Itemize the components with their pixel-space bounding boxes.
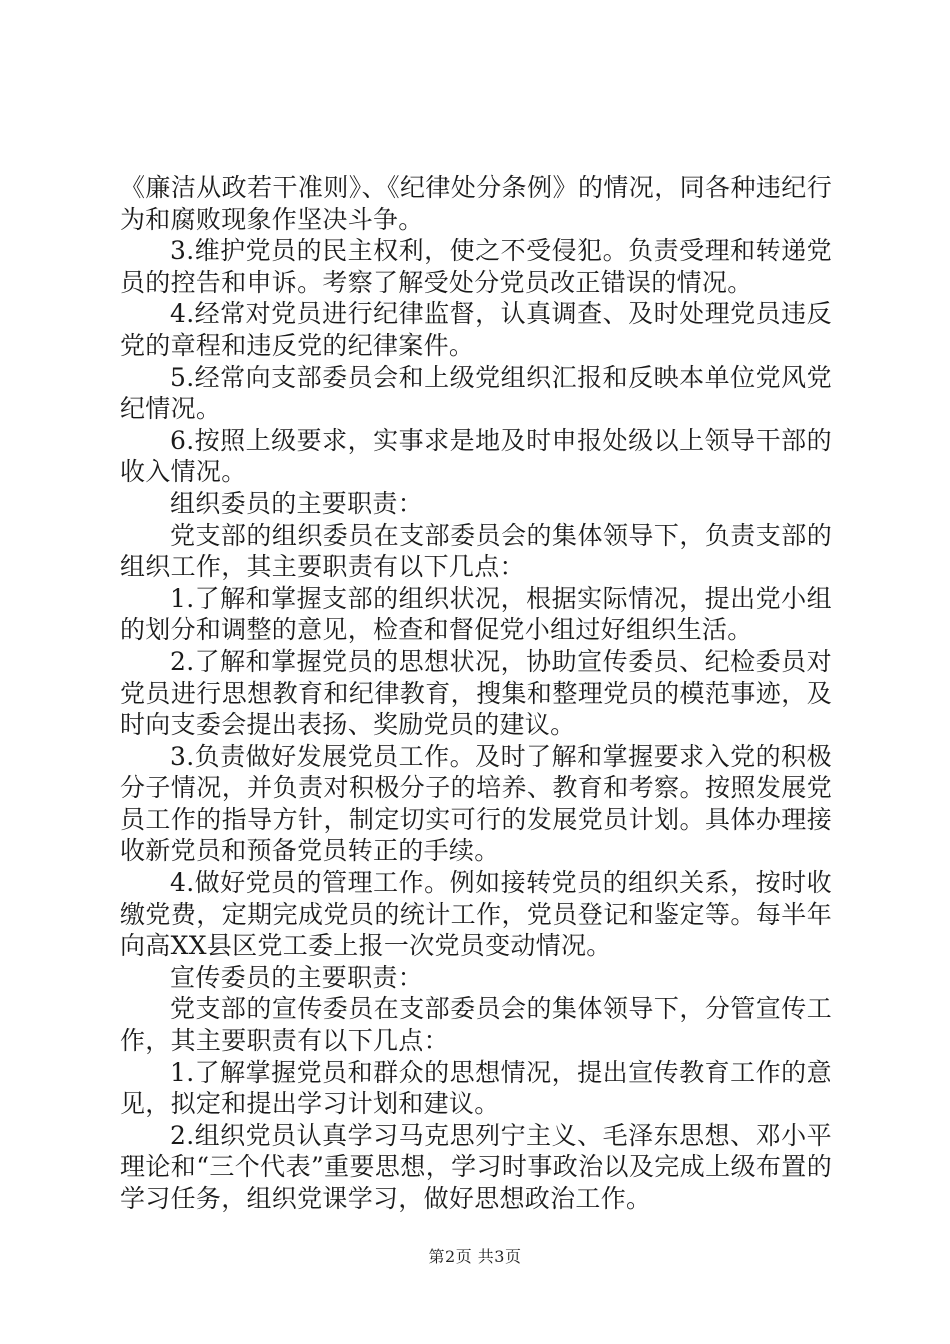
paragraph-item: 6.按照上级要求，实事求是地及时申报处级以上领导干部的收入情况。: [120, 425, 832, 487]
section-heading: 宣传委员的主要职责：: [170, 962, 424, 992]
document-body: [120, 172, 832, 1215]
paragraph-item: 2.了解和掌握党员的思想状况，协助宣传委员、纪检委员对党员进行思想教育和纪律教育，搜集和整理党员的模范事迹，及时向支委会提出表扬、奖励党员的建议。: [120, 646, 832, 740]
paragraph-intro: 党支部的宣传委员在支部委员会的集体领导下，分管宣传工作，其主要职责有以下几点：: [120, 994, 832, 1056]
paragraph-item: 3.负责做好发展党员工作。及时了解和掌握要求入党的积极分子情况，并负责对积极分子的培养、教育和考察。按照发展党员工作的指导方针，制定切实可行的发展党员计划。具体办理接收新党员和预备党员转正的手续。: [120, 741, 832, 866]
paragraph-item: 2.组织党员认真学习马克思列宁主义、毛泽东思想、邓小平理论和“三个代表”重要思想，学习时事政治以及完成上级布置的学习任务，组织党课学习，做好思想政治工作。: [120, 1120, 832, 1213]
paragraph-continuation: 《廉洁从政若干准则》、《纪律处分条例》的情况，同各种违纪行为和腐败现象作坚决斗争。: [120, 173, 832, 234]
paragraph-item: 3.维护党员的民主权利，使之不受侵犯。负责受理和转递党员的控告和申诉。考察了解受处分党员改正错误的情况。: [120, 236, 832, 297]
paragraph-item: 4.经常对党员进行纪律监督，认真调查、及时处理党员违反党的章程和违反党的纪律案件。: [120, 299, 832, 360]
paragraph-item: 5.经常向支部委员会和上级党组织汇报和反映本单位党风党纪情况。: [120, 362, 832, 424]
paragraph-intro: 党支部的组织委员在支部委员会的集体领导下，负责支部的组织工作，其主要职责有以下几点：: [120, 520, 832, 582]
paragraph-item: 1.了解掌握党员和群众的思想情况，提出宣传教育工作的意见，拟定和提出学习计划和建议。: [120, 1057, 832, 1119]
page-number-footer: 第2页 共3页: [428, 1247, 522, 1266]
paragraph-item: 1.了解和掌握支部的组织状况，根据实际情况，提出党小组的划分和调整的意见，检查和督促党小组过好组织生活。: [120, 583, 832, 645]
paragraph-item: 4.做好党员的管理工作。例如接转党员的组织关系，按时收缴党费，定期完成党员的统计工作，党员登记和鉴定等。每半年向高XX县区党工委上报一次党员变动情况。: [120, 868, 832, 961]
section-heading: 组织委员的主要职责：: [170, 488, 424, 518]
